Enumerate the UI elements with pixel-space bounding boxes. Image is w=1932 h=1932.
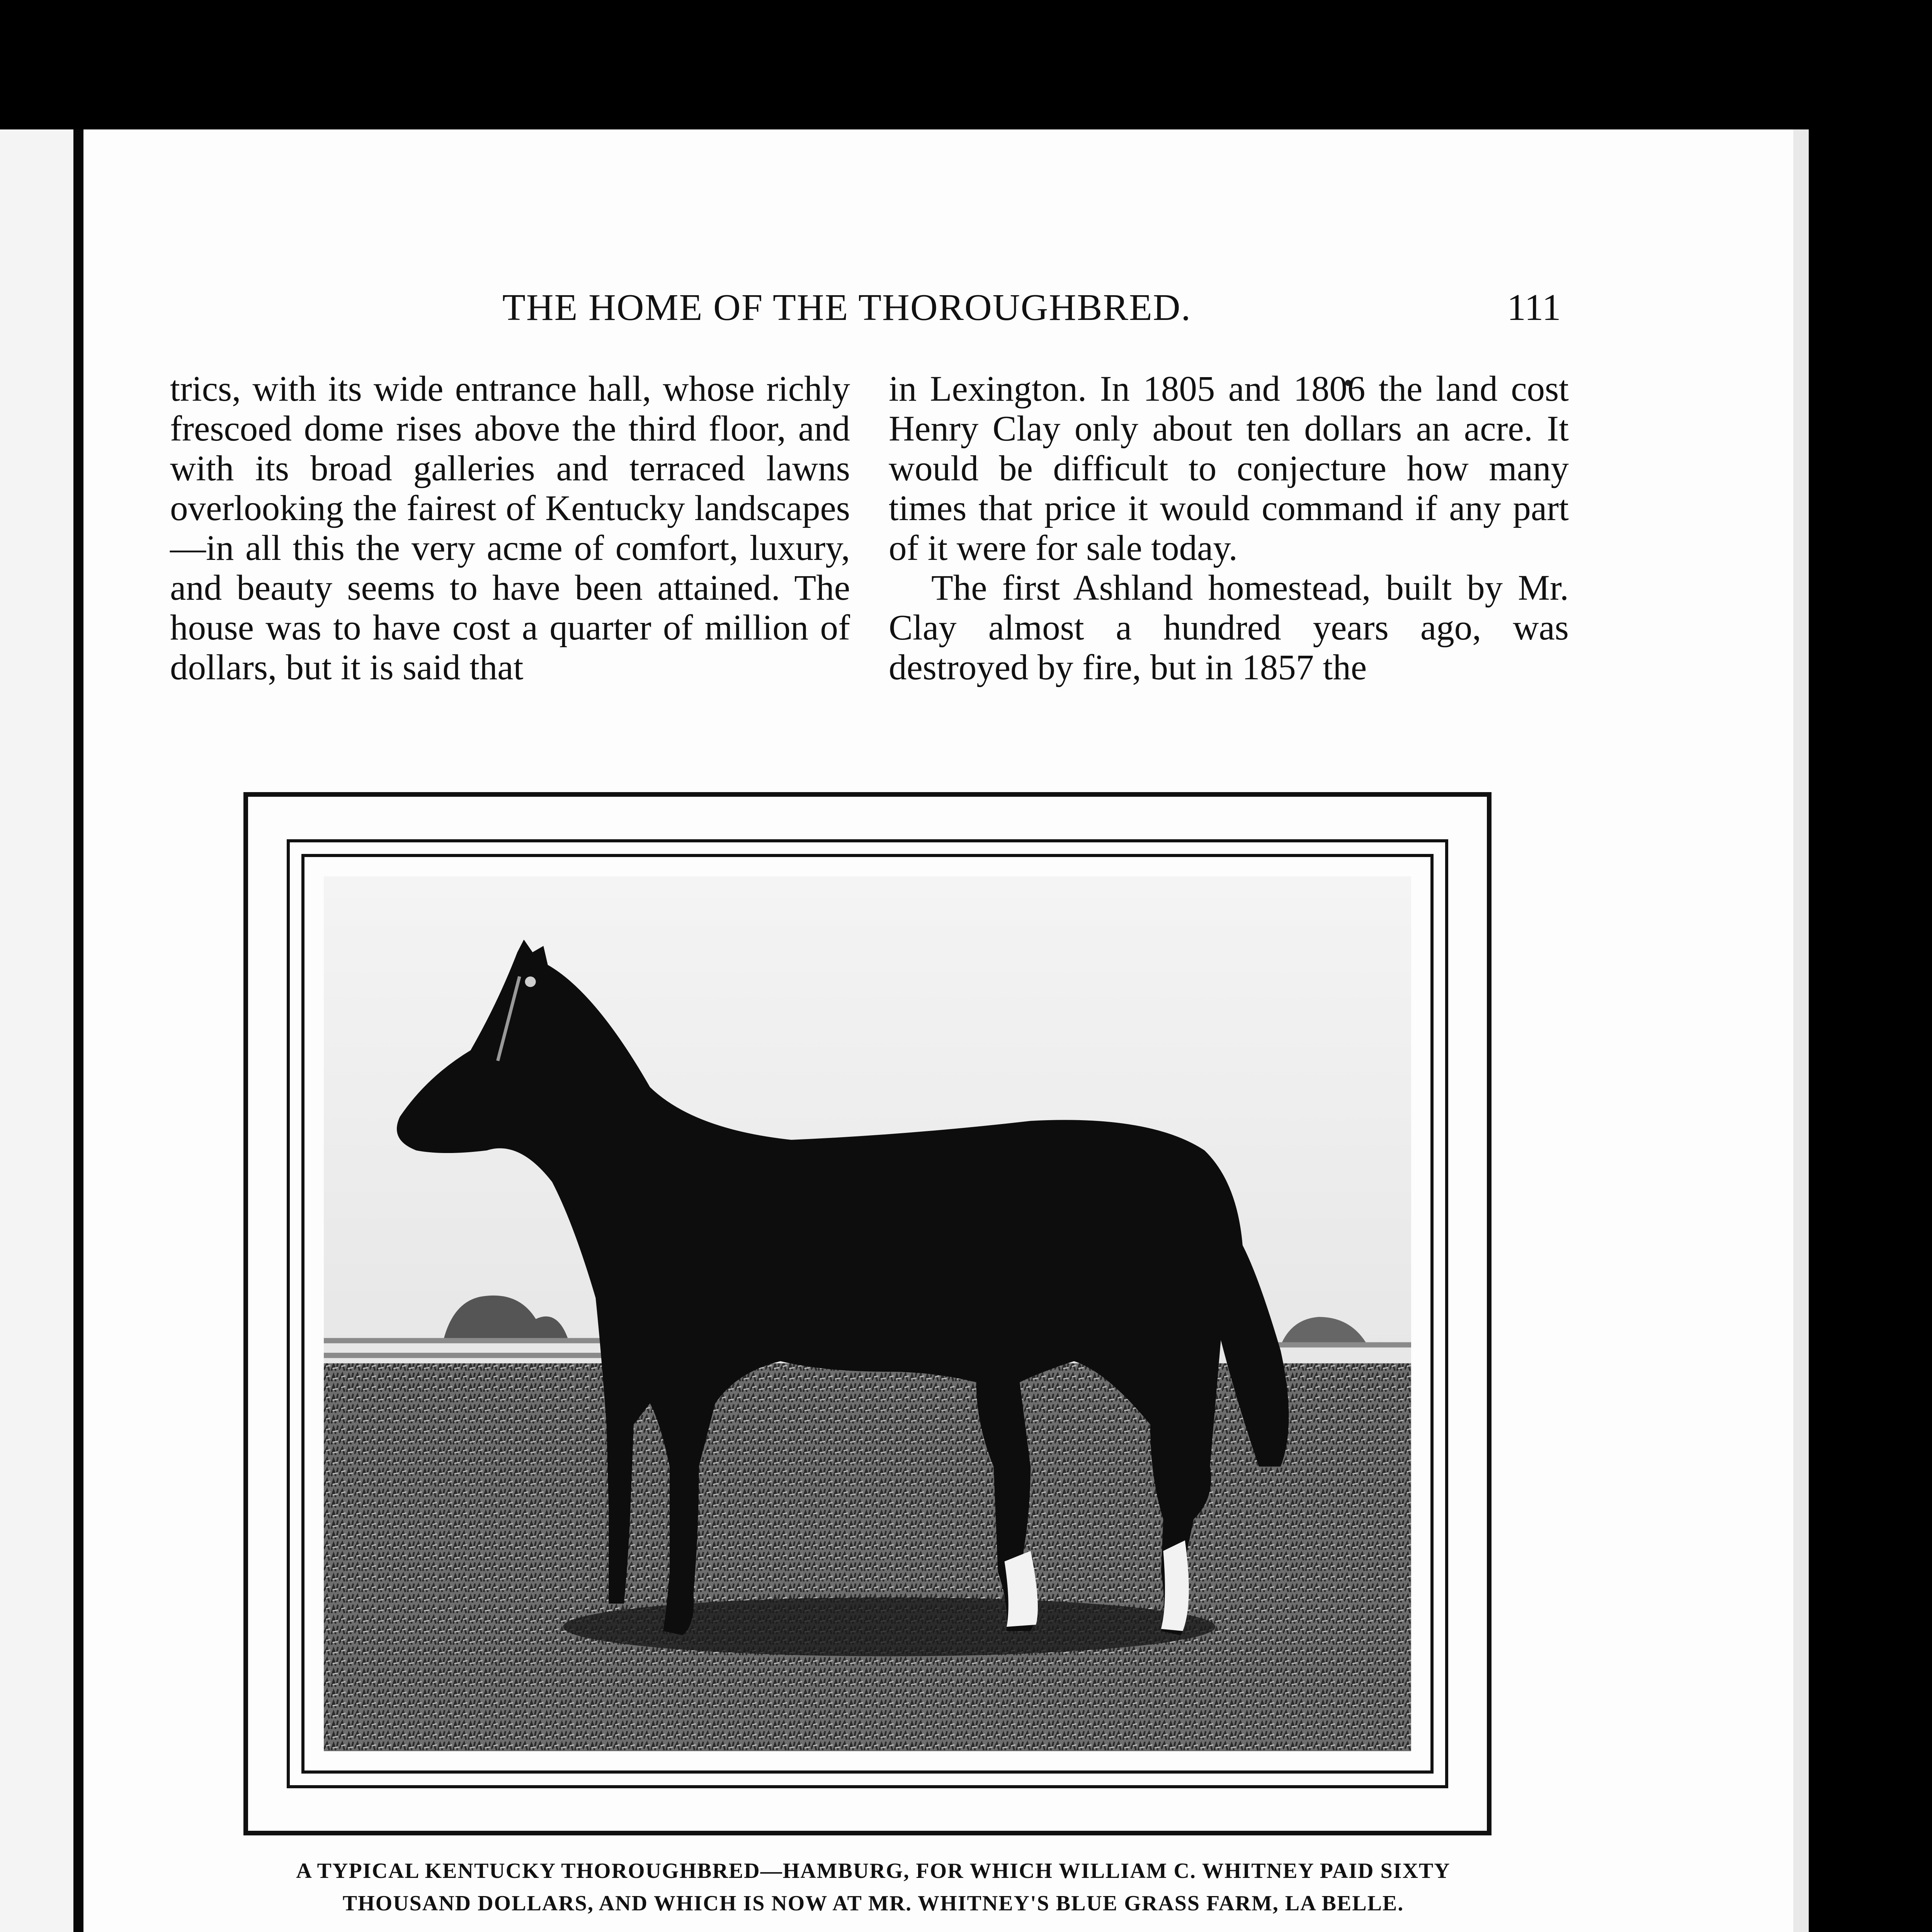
running-head: THE HOME OF THE THOROUGHBRED. [502, 287, 1192, 328]
horse-photo-image [324, 876, 1411, 1751]
column-top-left [170, 369, 850, 687]
paragraph: trics, with its wide entrance hall, whose richly frescoed dome rises above the third floor, and with its broad galleries and terraced lawns overlooking the fairest of Kentucky landscapes—in all this the very acme of comfort, luxury, and beauty seems to have been attained. The house was to have cost a quarter of million of dollars, but it is said that [170, 369, 850, 687]
adjacent-page-edge [0, 129, 73, 1932]
horse-photograph [324, 876, 1411, 1751]
column-top-right [889, 369, 1569, 687]
plate-border-outer [287, 839, 1448, 1788]
photo-plate [243, 792, 1492, 1835]
page-number: 111 [1507, 287, 1561, 328]
paragraph: in Lexington. In 1805 and 1806 the land cost Henry Clay only about ten dollars an acre. It would be difficult to conjecture how many times that price it would command if any part of it were for sale today. [889, 369, 1569, 568]
paragraph: The first Ashland homestead, built by Mr. Clay almost a hundred years ago, was destroyed by fire, but in 1857 the [889, 568, 1569, 687]
page-gutter [73, 129, 84, 1932]
photo-caption: A TYPICAL KENTUCKY THOROUGHBRED—HAMBURG, FOR WHICH WILLIAM C. WHITNEY PAID SIXTY THOUSAND DOLLARS, AND WHICH IS NOW AT MR. WHITNEY'S BLUE GRASS FARM, LA BELLE. [296, 1859, 1451, 1915]
plate-border-inner [301, 854, 1434, 1774]
